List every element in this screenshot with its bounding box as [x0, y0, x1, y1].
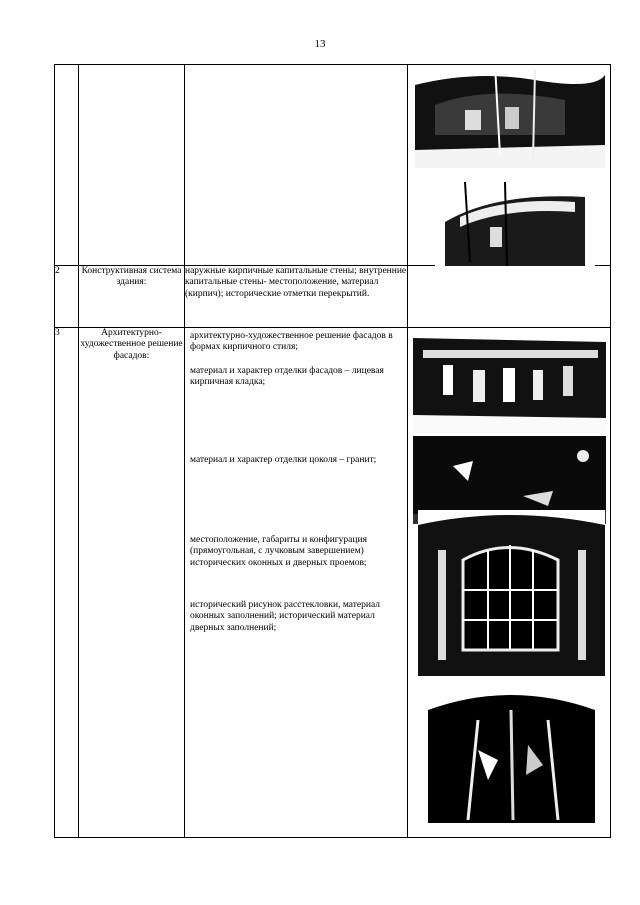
- row-description: [185, 266, 408, 328]
- facade-photo-2: [435, 182, 595, 266]
- door-photo: [418, 690, 605, 823]
- table-row: [55, 266, 611, 328]
- row-photos: [408, 328, 611, 838]
- page-number: 13: [314, 38, 326, 50]
- description-text: материал и характер отделки цоколя – гранит;: [190, 455, 377, 465]
- facade-photo: [413, 330, 606, 433]
- row-number: [55, 65, 79, 266]
- table-row: [55, 328, 611, 838]
- description-text: архитектурно-художественное решение фасадов в формах кирпичного стиля;: [190, 331, 393, 353]
- row-number: 2: [55, 266, 79, 328]
- facade-photo: [415, 65, 605, 168]
- row-photos: [408, 266, 611, 328]
- description-text: материал и характер отделки фасадов – лицевая кирпичная кладка;: [190, 366, 384, 388]
- row-name: Архитектурно-художественное решение фасадов:: [79, 328, 185, 838]
- description-text: исторический рисунок расстекловки, материал оконных заполнений; исторический материал дверных заполнений;: [190, 600, 380, 633]
- window-photo: [418, 510, 605, 676]
- description-text: наружные кирпичные капитальные стены; внутренние капитальные стены- местоположение, материал (кирпич); исторические отметки перекрытий.: [185, 266, 407, 299]
- table-row: [55, 65, 611, 266]
- heritage-table: [54, 64, 611, 838]
- row-description: [185, 328, 408, 838]
- description-text: местоположение, габариты и конфигурация (прямоугольная, с лучковым завершением) исторических оконных и дверных проемов;: [190, 535, 367, 568]
- row-photos: [408, 65, 611, 266]
- row-name: Конструктивная система здания:: [79, 266, 185, 328]
- row-description: [185, 65, 408, 266]
- row-number: 3: [55, 328, 79, 838]
- row-name: [79, 65, 185, 266]
